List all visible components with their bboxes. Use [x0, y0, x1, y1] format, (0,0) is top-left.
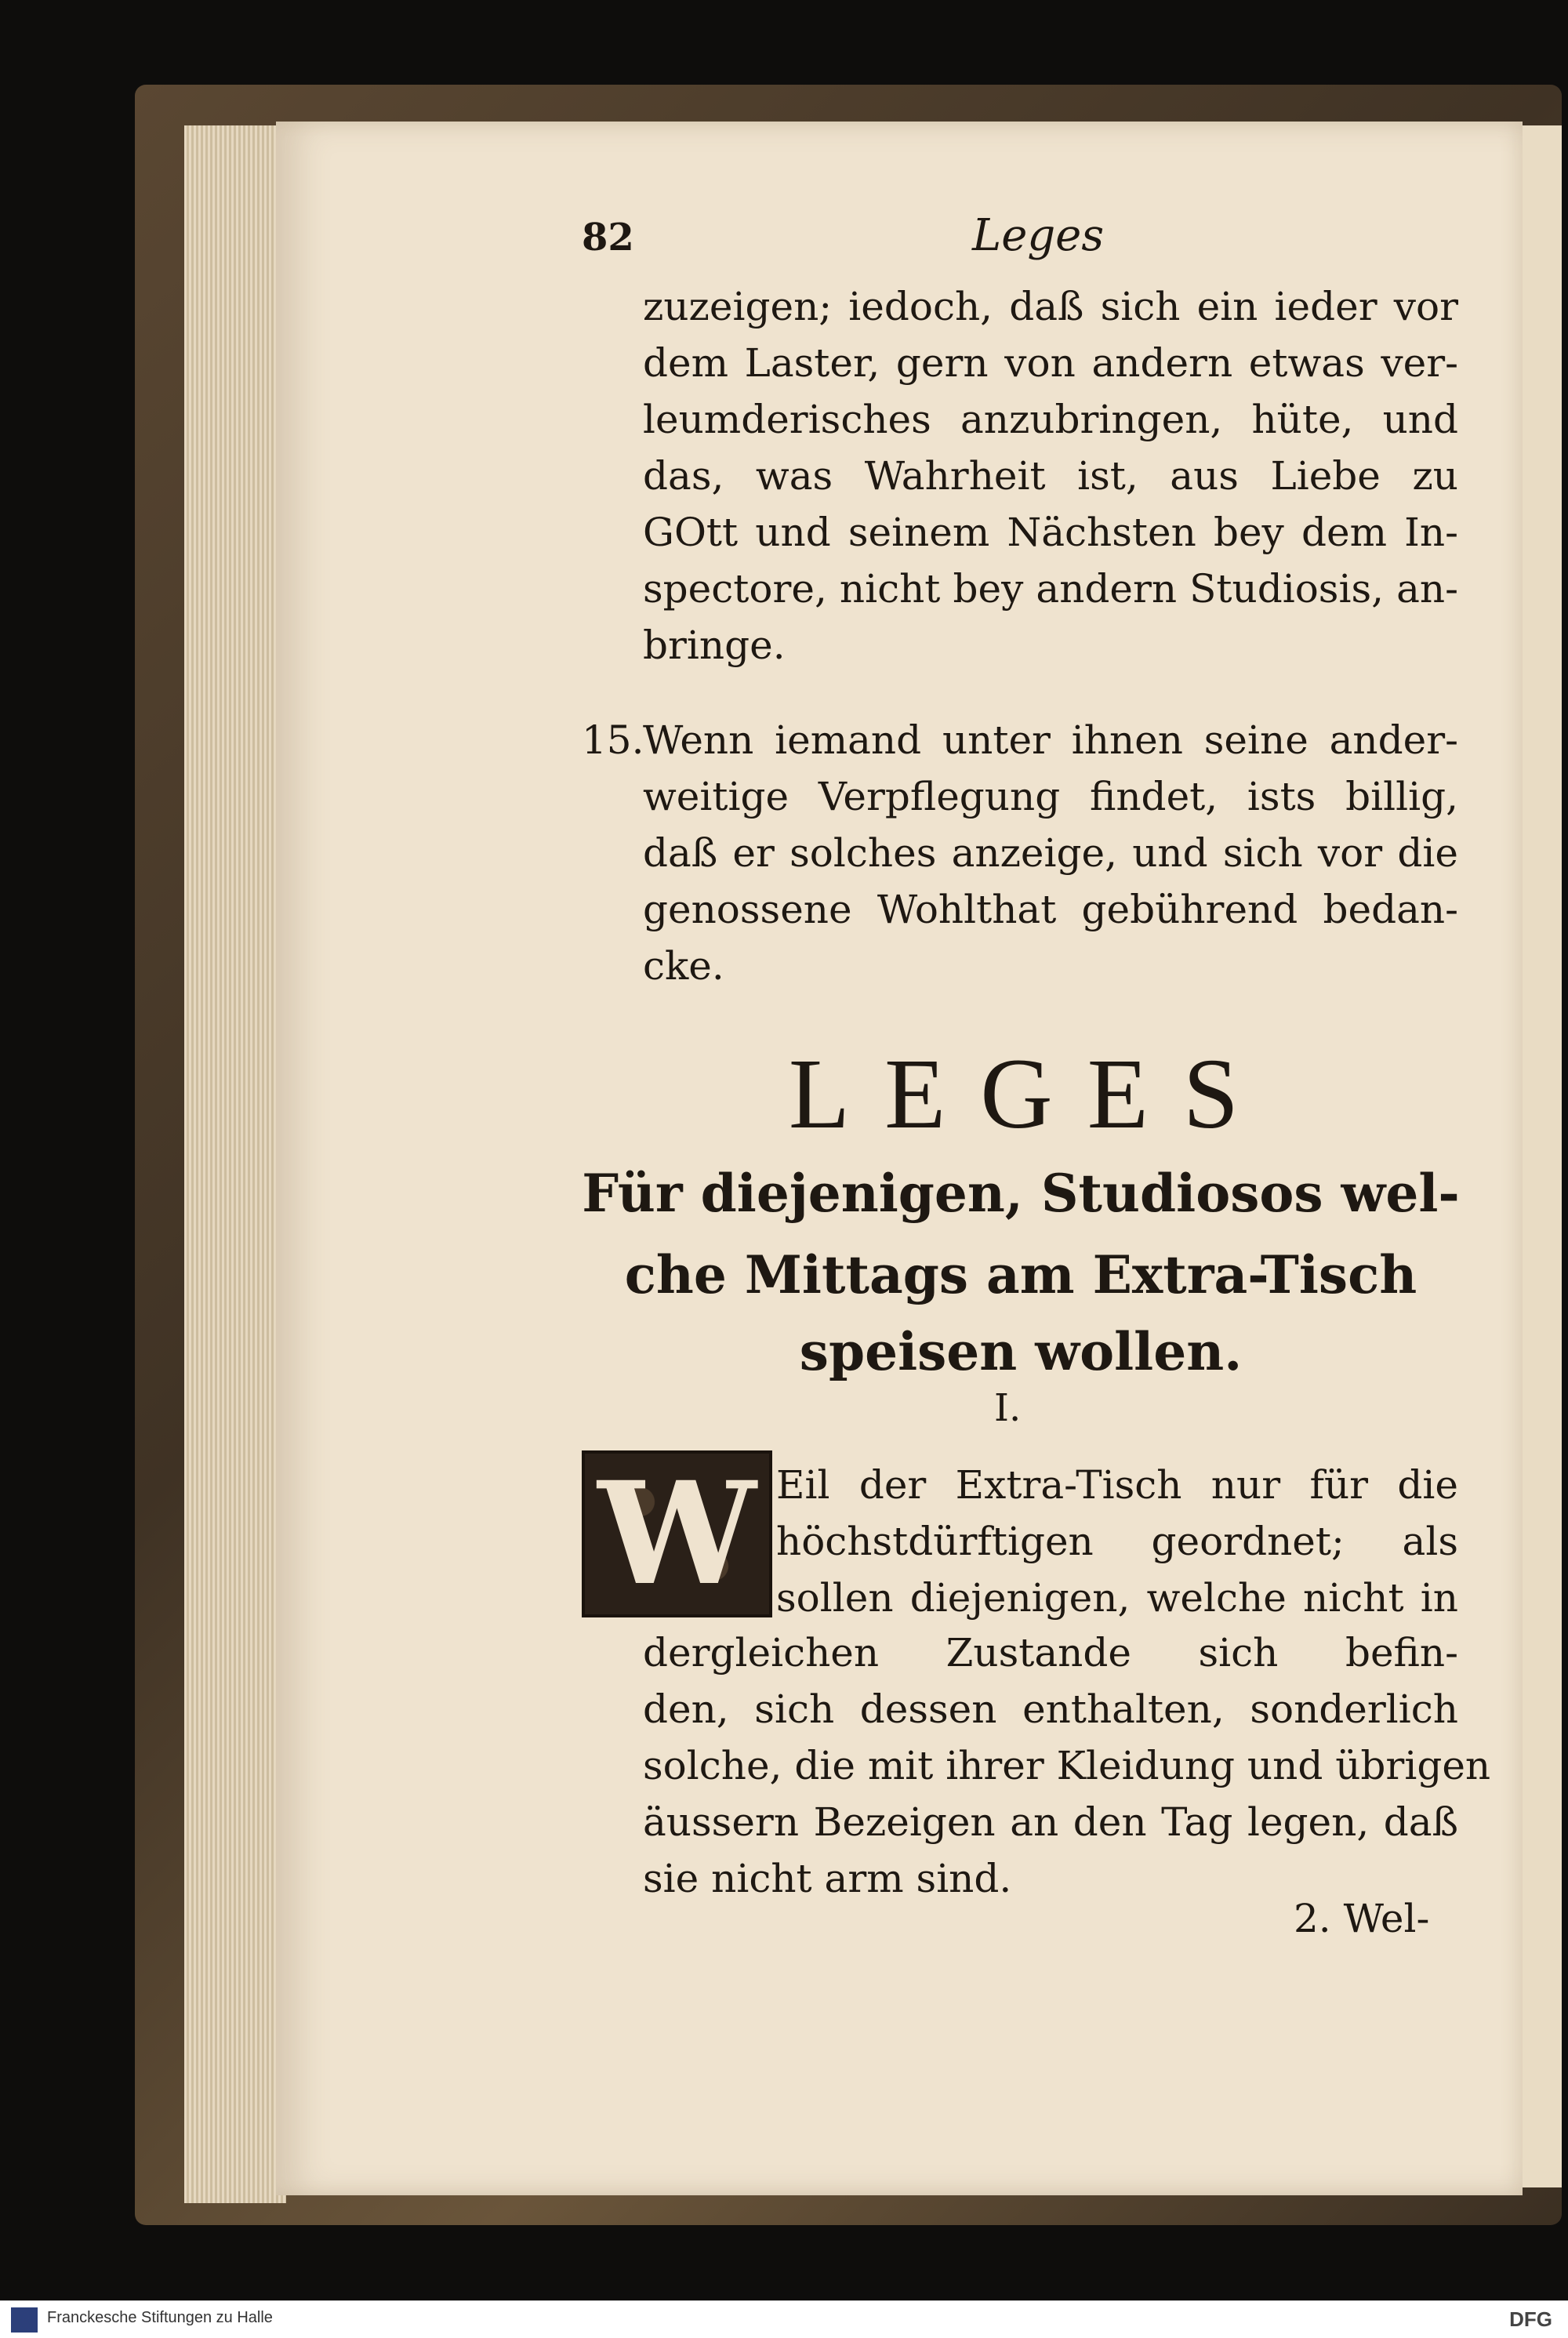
text-line: sie nicht arm sind.	[643, 1856, 1012, 1901]
viewer-footer	[0, 2300, 1568, 2338]
item-number: 15.	[582, 717, 644, 763]
section-title: LEGES	[788, 1038, 1274, 1149]
page-edges	[184, 125, 286, 2203]
text-line: genossene Wohlthat gebührend bedan-	[643, 887, 1458, 932]
text-line: cke.	[643, 943, 724, 989]
running-head: Leges	[972, 210, 1105, 261]
text-line: bringe.	[643, 623, 786, 668]
text-line: solche, die mit ihrer Kleidung und übrigen	[643, 1743, 1491, 1788]
text-line: höchstdürftigen geordnet; als	[776, 1519, 1458, 1564]
text-line: daß er solches anzeige, und sich vor die	[643, 830, 1458, 876]
facing-page-edge	[1523, 125, 1562, 2187]
section-subtitle-line: Für diejenigen, Studiosos wel-	[582, 1163, 1460, 1224]
text-line: GOtt und seinem Nächsten bey dem In-	[643, 510, 1458, 555]
dfg-logo[interactable]: DFG	[1509, 2307, 1552, 2331]
text-line: leumderisches anzubringen, hüte, und	[643, 397, 1458, 442]
institution-logo-icon	[11, 2307, 38, 2333]
text-line: dergleichen Zustande sich befin-	[643, 1630, 1458, 1675]
section-subtitle-line: speisen wollen.	[799, 1321, 1243, 1382]
text-line: Wenn iemand unter ihnen seine ander-	[643, 717, 1458, 763]
text-line: weitige Verpflegung findet, ists billig,	[643, 774, 1458, 819]
institution-label[interactable]: Franckesche Stiftungen zu Halle	[47, 2309, 273, 2326]
paragraph-15	[643, 712, 1458, 994]
page-number: 82	[582, 216, 634, 260]
initial-letter: W	[597, 1450, 757, 1617]
text-line: Eil der Extra-Tisch nur für die	[776, 1462, 1458, 1508]
text-line: äussern Bezeigen an den Tag legen, daß	[643, 1799, 1458, 1845]
paragraph-14-continuation	[643, 278, 1458, 673]
text-line: den, sich dessen enthalten, sonderlich	[643, 1686, 1458, 1732]
text-line: sollen diejenigen, welche nicht in	[776, 1575, 1458, 1621]
section-1-body	[643, 1625, 1491, 1907]
text-line: das, was Wahrheit ist, aus Liebe zu	[643, 453, 1458, 499]
section-number: I.	[994, 1386, 1022, 1430]
text-line: spectore, nicht bey andern Studiosis, an-	[643, 566, 1458, 612]
text-line: dem Laster, gern von andern etwas ver-	[643, 340, 1458, 386]
section-subtitle-line: che Mittags am Extra-Tisch	[624, 1244, 1417, 1305]
text-line: zuzeigen; iedoch, daß sich ein ieder vor	[643, 284, 1458, 329]
decorated-initial	[582, 1450, 772, 1617]
catchword: 2. Wel-	[1294, 1896, 1430, 1941]
section-1-first-lines	[776, 1457, 1458, 1626]
